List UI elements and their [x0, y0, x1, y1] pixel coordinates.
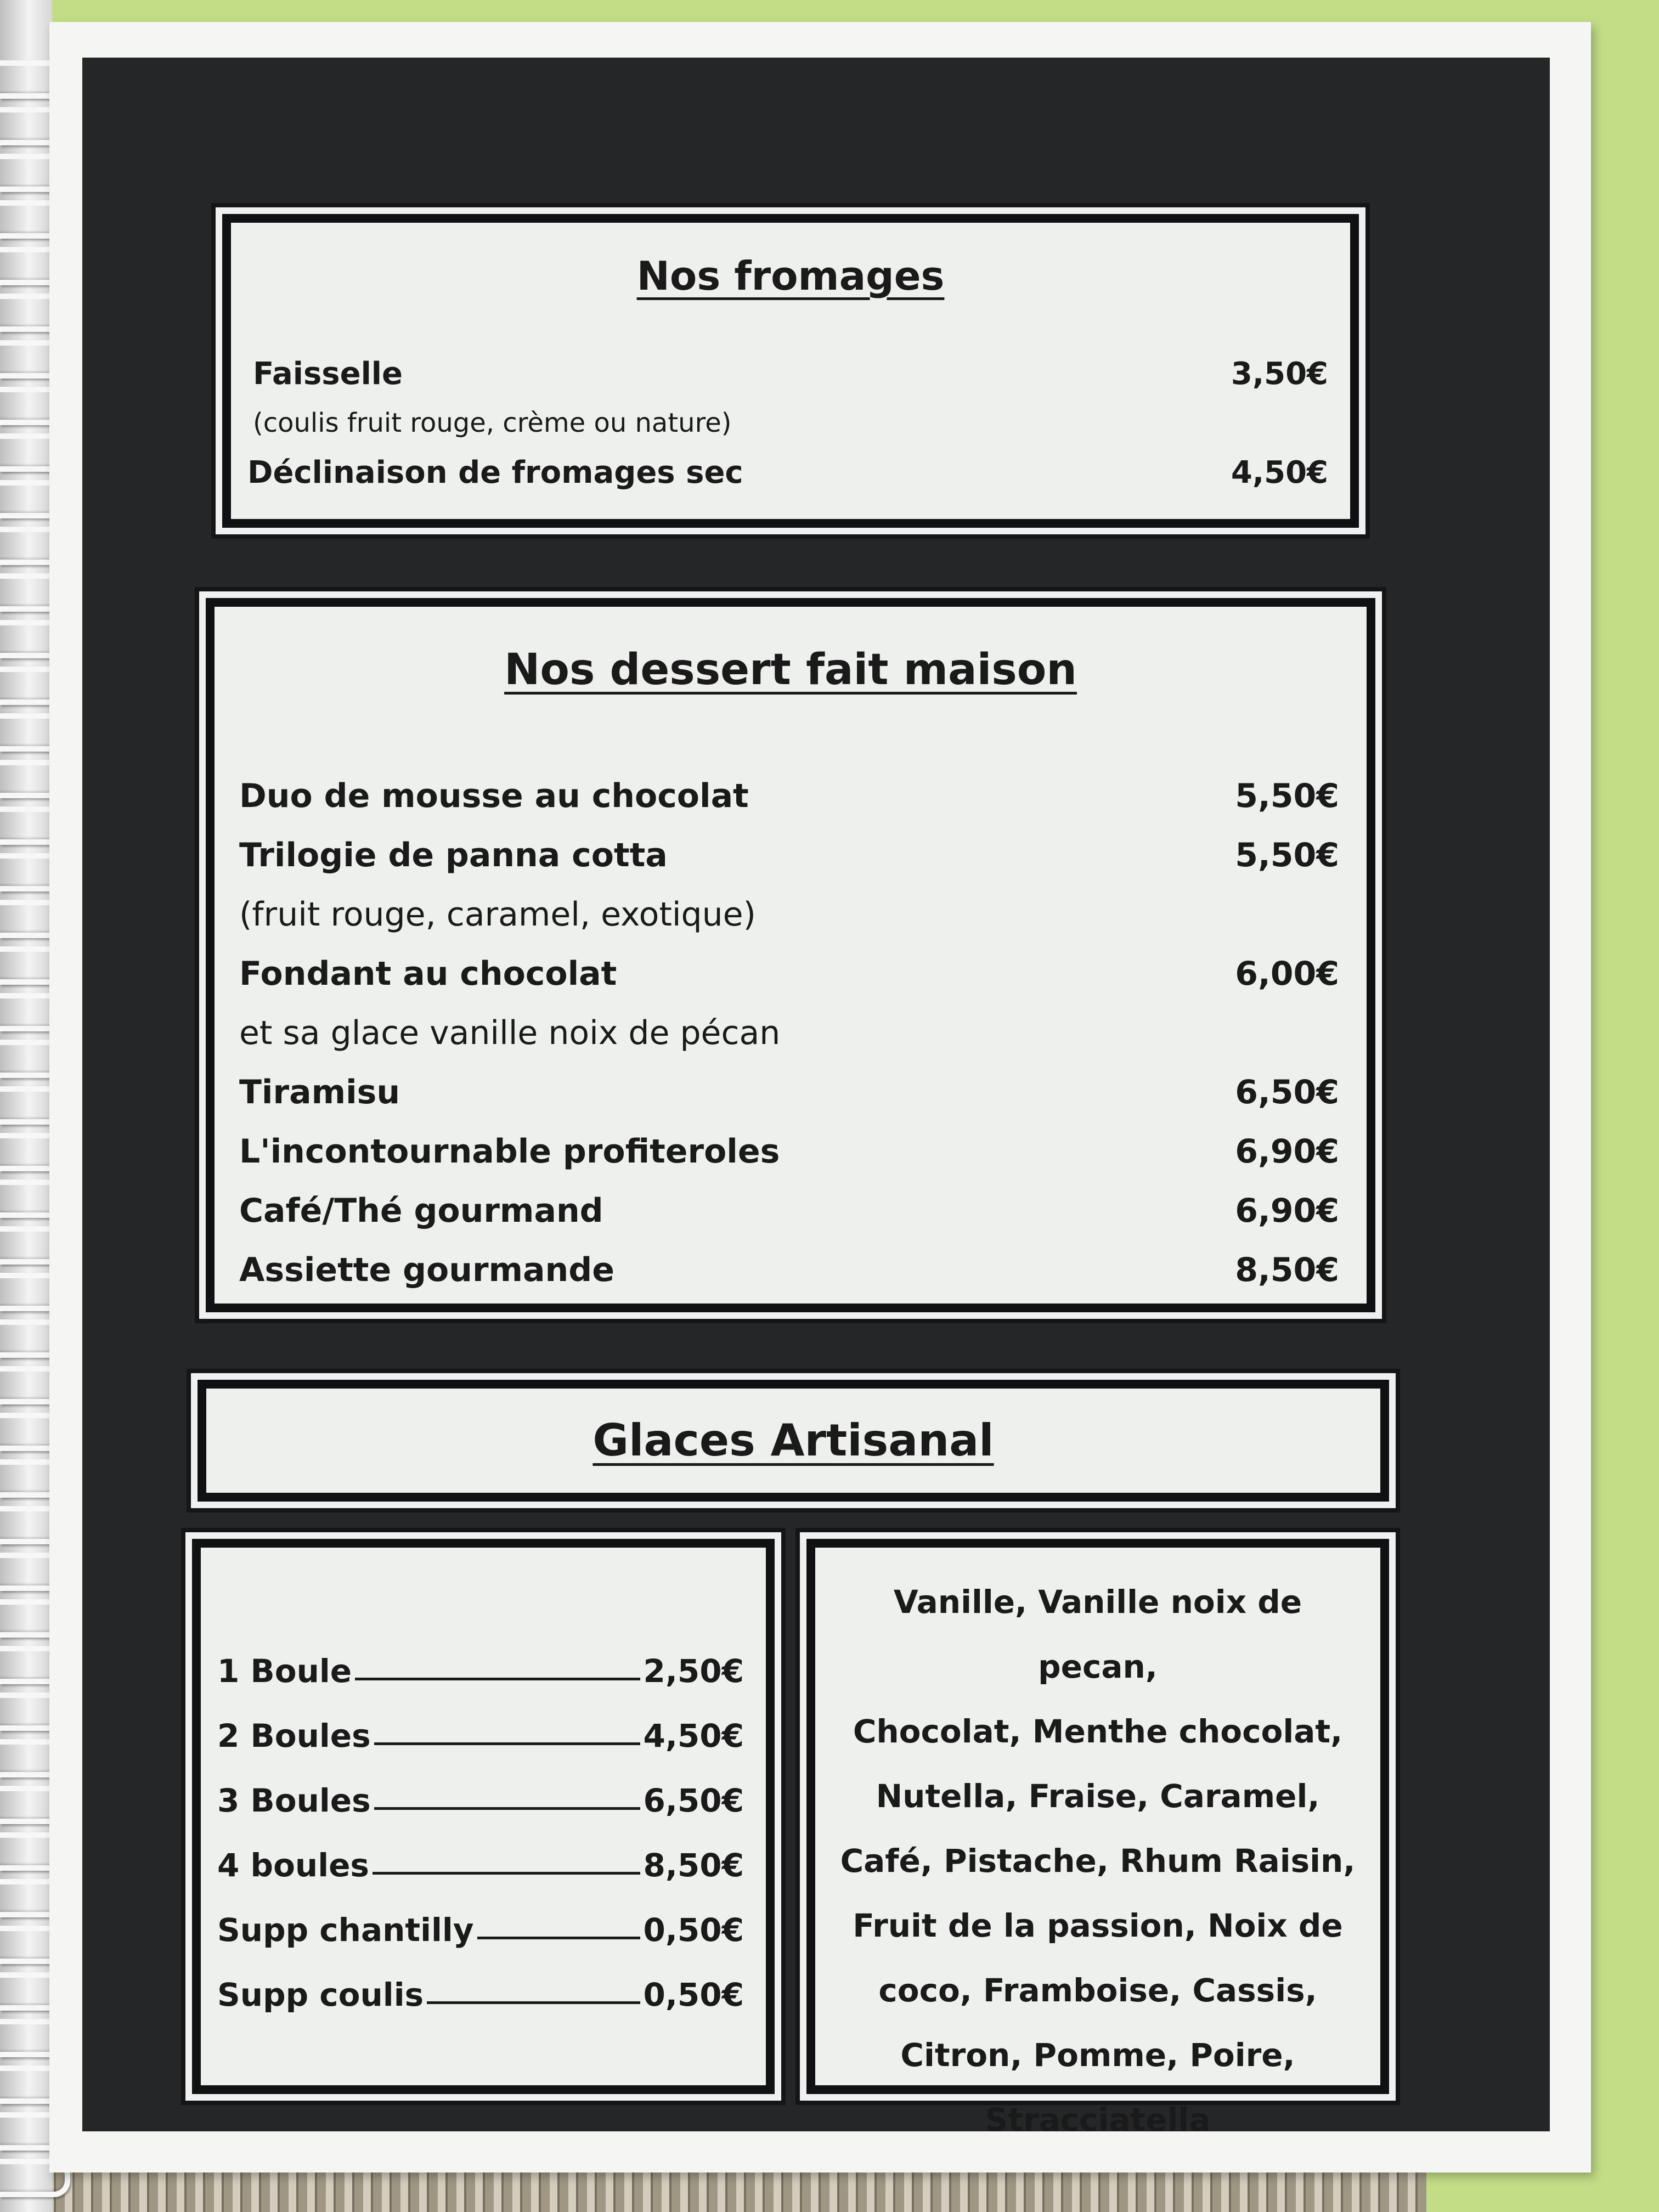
- item-name: Tiramisu: [239, 1073, 400, 1111]
- item-price: 4,50€: [1231, 454, 1328, 490]
- item-price: 6,50€: [643, 1782, 744, 1819]
- item-price: 3,50€: [1231, 356, 1328, 392]
- menu-item: [231, 448, 1350, 497]
- menu-item: [215, 1068, 1367, 1117]
- leader-line: [374, 1742, 640, 1745]
- ice-cream-section-title: Glaces Artisanal: [592, 1415, 994, 1466]
- dessert-section: [206, 598, 1375, 1312]
- ice-cream-price-row: [201, 1970, 766, 2019]
- flavour-line: Citron, Pomme, Poire,: [900, 2036, 1295, 2074]
- item-note: et sa glace vanille noix de pécan: [239, 1014, 781, 1052]
- woven-placemat-bottom: [0, 2167, 1426, 2212]
- cheese-section: [222, 214, 1359, 528]
- flavour-line: Café, Pistache, Rhum Raisin,: [840, 1842, 1356, 1880]
- ice-cream-price-row: [201, 1841, 766, 1890]
- menu-item-note: [215, 890, 1367, 939]
- item-note: (fruit rouge, caramel, exotique): [239, 895, 756, 934]
- item-name: Duo de mousse au chocolat: [239, 777, 749, 815]
- item-price: 5,50€: [1235, 836, 1339, 874]
- leader-line: [477, 1937, 640, 1939]
- menu-item: [215, 949, 1367, 998]
- item-name: 1 Boule: [217, 1652, 352, 1690]
- item-price: 4,50€: [643, 1717, 744, 1754]
- item-price: 0,50€: [643, 1911, 744, 1949]
- item-note: (coulis fruit rouge, crème ou nature): [253, 408, 732, 438]
- menu-item: [215, 1186, 1367, 1235]
- item-price: 0,50€: [643, 1976, 744, 2013]
- ice-cream-price-row: [201, 1776, 766, 1825]
- item-price: 5,50€: [1235, 777, 1339, 815]
- ice-cream-flavours: [806, 1539, 1389, 2138]
- item-name: Fondant au chocolat: [239, 955, 617, 993]
- item-price: 2,50€: [643, 1652, 744, 1690]
- item-name: Trilogie de panna cotta: [239, 836, 668, 874]
- item-name: Café/Thé gourmand: [239, 1192, 603, 1230]
- item-price: 6,90€: [1235, 1192, 1339, 1230]
- flavour-line: Fruit de la passion, Noix de: [853, 1907, 1343, 1944]
- menu-item-note: [231, 398, 1350, 448]
- ice-cream-header: [198, 1380, 1389, 1502]
- leader-line: [374, 1807, 640, 1810]
- flavour-line: Chocolat, Menthe chocolat,: [853, 1713, 1343, 1750]
- menu-item: [215, 771, 1367, 821]
- item-price: 8,50€: [1235, 1251, 1339, 1289]
- menu-item: [215, 1127, 1367, 1176]
- flavour-line: Nutella, Fraise, Caramel,: [876, 1778, 1320, 1815]
- menu-item: [231, 349, 1350, 398]
- flavour-line: Vanille, Vanille noix de pecan,: [893, 1583, 1302, 1685]
- item-price: 6,50€: [1235, 1073, 1339, 1111]
- item-name: 3 Boules: [217, 1782, 371, 1819]
- item-price: 6,00€: [1235, 955, 1339, 993]
- item-name: Assiette gourmande: [239, 1251, 614, 1289]
- item-name: Supp chantilly: [217, 1911, 474, 1949]
- item-name: L'incontournable profiteroles: [239, 1132, 780, 1171]
- ice-cream-prices: [192, 1539, 775, 2094]
- ice-cream-price-row: [201, 1646, 766, 1696]
- ice-cream-price-row: [201, 1711, 766, 1760]
- flavour-line: coco, Framboise, Cassis,: [878, 1972, 1317, 2009]
- dessert-section-title: Nos dessert fait maison: [504, 645, 1077, 695]
- cheese-section-title: Nos fromages: [636, 253, 945, 299]
- item-name: Déclinaison de fromages sec: [247, 454, 743, 490]
- ice-cream-price-row: [201, 1905, 766, 1955]
- leader-line: [355, 1678, 640, 1680]
- item-price: 8,50€: [643, 1847, 744, 1884]
- item-name: Faisselle: [253, 356, 403, 392]
- flavour-list: [837, 1570, 1358, 2152]
- leader-line: [373, 1872, 640, 1875]
- item-name: Supp coulis: [217, 1976, 424, 2013]
- menu-item-note: [215, 1008, 1367, 1058]
- item-name: 4 boules: [217, 1847, 369, 1884]
- plastic-sleeve: [49, 22, 1591, 2172]
- leader-line: [427, 2001, 640, 2004]
- item-price: 6,90€: [1235, 1132, 1339, 1171]
- menu-item: [215, 1245, 1367, 1295]
- menu-item: [215, 831, 1367, 880]
- flavour-line: Stracciatella: [985, 2101, 1211, 2138]
- menu-page: [82, 58, 1550, 2138]
- item-name: 2 Boules: [217, 1717, 371, 1754]
